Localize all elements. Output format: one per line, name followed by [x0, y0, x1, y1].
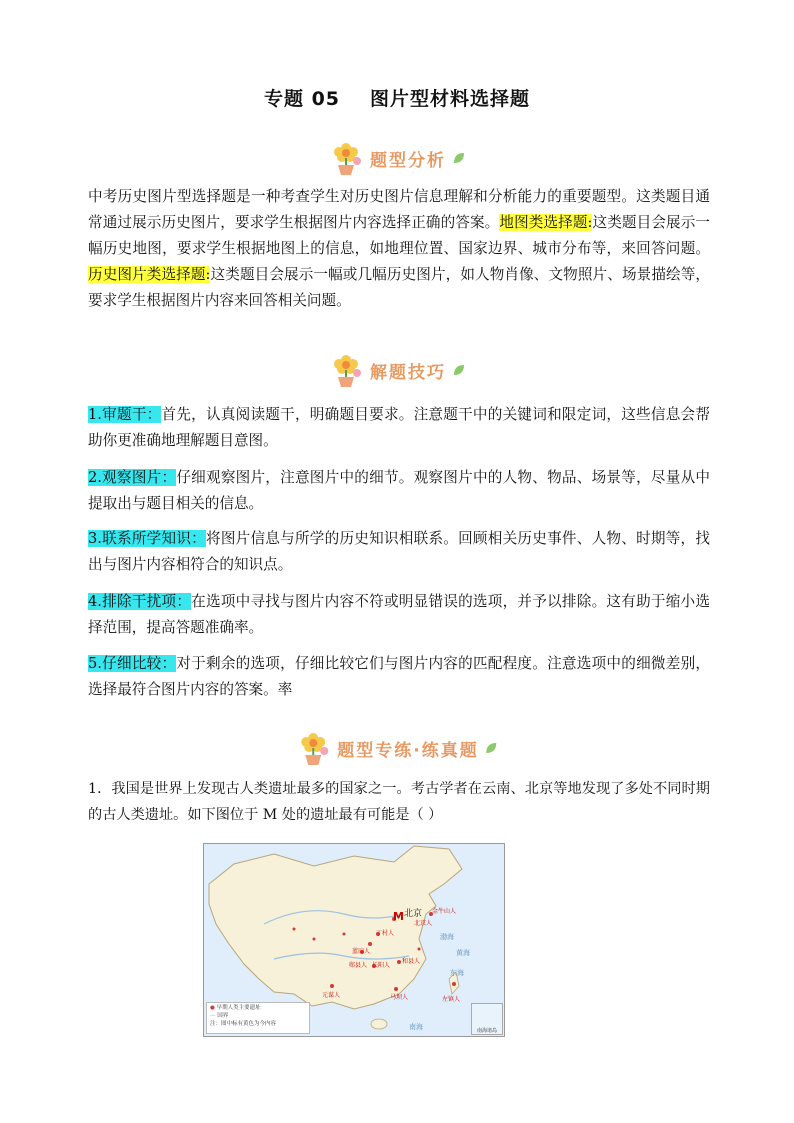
legend-item — [210, 1012, 306, 1020]
title-part1: 专题 05 — [263, 88, 341, 110]
map-sea-label: 黄海 — [456, 949, 470, 957]
map-site-label: 北京人 — [414, 920, 433, 927]
china-map — [203, 843, 505, 1037]
practice-title-dot: · — [413, 740, 422, 761]
leaf-icon — [452, 151, 466, 165]
flower-pot-icon — [328, 352, 364, 388]
map-sea-label: 渤海 — [440, 933, 454, 941]
question-1 — [88, 776, 710, 828]
legend-item — [210, 1004, 306, 1012]
tip-label: 1.审题干： — [88, 406, 162, 423]
map-site-label: 金牛山人 — [432, 908, 457, 915]
tip-text: 仔细观察图片，注意图片中的细节。观察图片中的人物、物品、场景等，尽量从中提取出与题目相关的信息。 — [88, 469, 710, 512]
practice-title-a: 题型专练 — [337, 740, 414, 761]
tip-text: 对于剩余的选项，仔细比较它们与图片内容的匹配程度。注意选项中的细微差别，选择最符合图片内容的答案。率 — [88, 655, 710, 698]
analysis-paragraph — [88, 184, 710, 314]
tip-label: 2.观察图片： — [88, 469, 177, 486]
legend-line-icon: — — [210, 1013, 216, 1019]
map-legend — [206, 1002, 310, 1034]
section-title-practice — [337, 736, 478, 761]
legend-dot-icon: ● — [210, 1005, 215, 1011]
tip-text: 将图片信息与所学的历史知识相联系。回顾相关历史事件、人物、时期等，找出与图片内容相符合的知识点。 — [88, 530, 710, 573]
flower-pot-icon — [328, 140, 364, 176]
map-site-label: 元谋人 — [322, 992, 341, 999]
map-site-label: 郧县人 — [349, 962, 368, 969]
section-title-tips: 解题技巧 — [370, 362, 446, 383]
section-header-analysis — [0, 138, 794, 178]
map-sea-label: 南海 — [409, 1023, 423, 1031]
tip-item — [88, 402, 710, 454]
map-m-label: M — [393, 910, 404, 923]
highlight-picture-type: 历史图片类选择题: — [88, 266, 211, 283]
map-site-label: 和县人 — [402, 958, 421, 965]
map-inset — [471, 1003, 503, 1035]
tip-text: 在选项中寻找与图片内容不符或明显错误的选项，并予以排除。这有助于缩小选择范围，提高答题准确率。 — [88, 593, 710, 636]
tip-label: 3.联系所学知识： — [88, 530, 206, 547]
map-site-label: 丁村人 — [376, 930, 395, 937]
flower-pot-icon — [295, 730, 331, 766]
section-header-tips — [0, 350, 794, 390]
title-part2: 图片型材料选择题 — [370, 88, 531, 110]
tip-item — [88, 465, 710, 517]
tip-label: 5.仔细比较： — [88, 655, 177, 672]
map-site-label: 长阳人 — [372, 962, 391, 969]
practice-title-b: 练真题 — [421, 740, 479, 761]
leaf-icon — [485, 741, 499, 755]
tip-label: 4.排除干扰项： — [88, 593, 192, 610]
page-title — [0, 84, 794, 111]
map-site-label: 左镇人 — [442, 996, 461, 1003]
map-beijing-label: 北京 — [404, 909, 423, 919]
legend-note: 注：图中标有黄色为今内容 — [210, 1021, 277, 1027]
analysis-text-1: 中考历史图片型选择题是一种考查学生对历史图片信息理解和分析能力的重要题型。这类题目通常通过展示历史图片，要求学生根据图片内容选择正确的答案。 — [88, 188, 710, 231]
highlight-map-type: 地图类选择题: — [499, 214, 593, 231]
leaf-icon — [452, 363, 466, 377]
tip-text: 首先，认真阅读题干，明确题目要求。注意题干中的关键词和限定词，这些信息会帮助你更准确地理解题目意图。 — [88, 406, 710, 449]
map-site-label: 马坝人 — [390, 994, 409, 1001]
tip-item — [88, 651, 710, 703]
question-text: 1．我国是世界上发现古人类遗址最多的国家之一。考古学者在云南、北京等地发现了多处不同时期的古人类遗址。如下图位于 M 处的遗址最有可能是（ ） — [88, 781, 710, 823]
analysis-text-2: 这类题目会展示一幅历史地图，要求学生根据地图上的信息，如地理位置、国家边界、城市分布等，来回答问题。 — [88, 214, 710, 257]
map-inset-label: 南海诸岛 — [476, 1028, 497, 1034]
map-sea-label: 东海 — [450, 969, 464, 977]
analysis-text-3: 这类题目会展示一幅或几幅历史图片，如人物肖像、文物照片、场景描绘等，要求学生根据图片内容来回答相关问题。 — [88, 266, 710, 309]
legend-label: 早期人类主要遗址 — [216, 1005, 261, 1011]
section-title-analysis: 题型分析 — [370, 150, 446, 171]
tip-item — [88, 526, 710, 578]
section-header-practice — [0, 728, 794, 768]
tip-item — [88, 589, 710, 641]
map-site-label: 蓝田人 — [352, 948, 371, 955]
legend-label: 国界 — [217, 1013, 229, 1019]
